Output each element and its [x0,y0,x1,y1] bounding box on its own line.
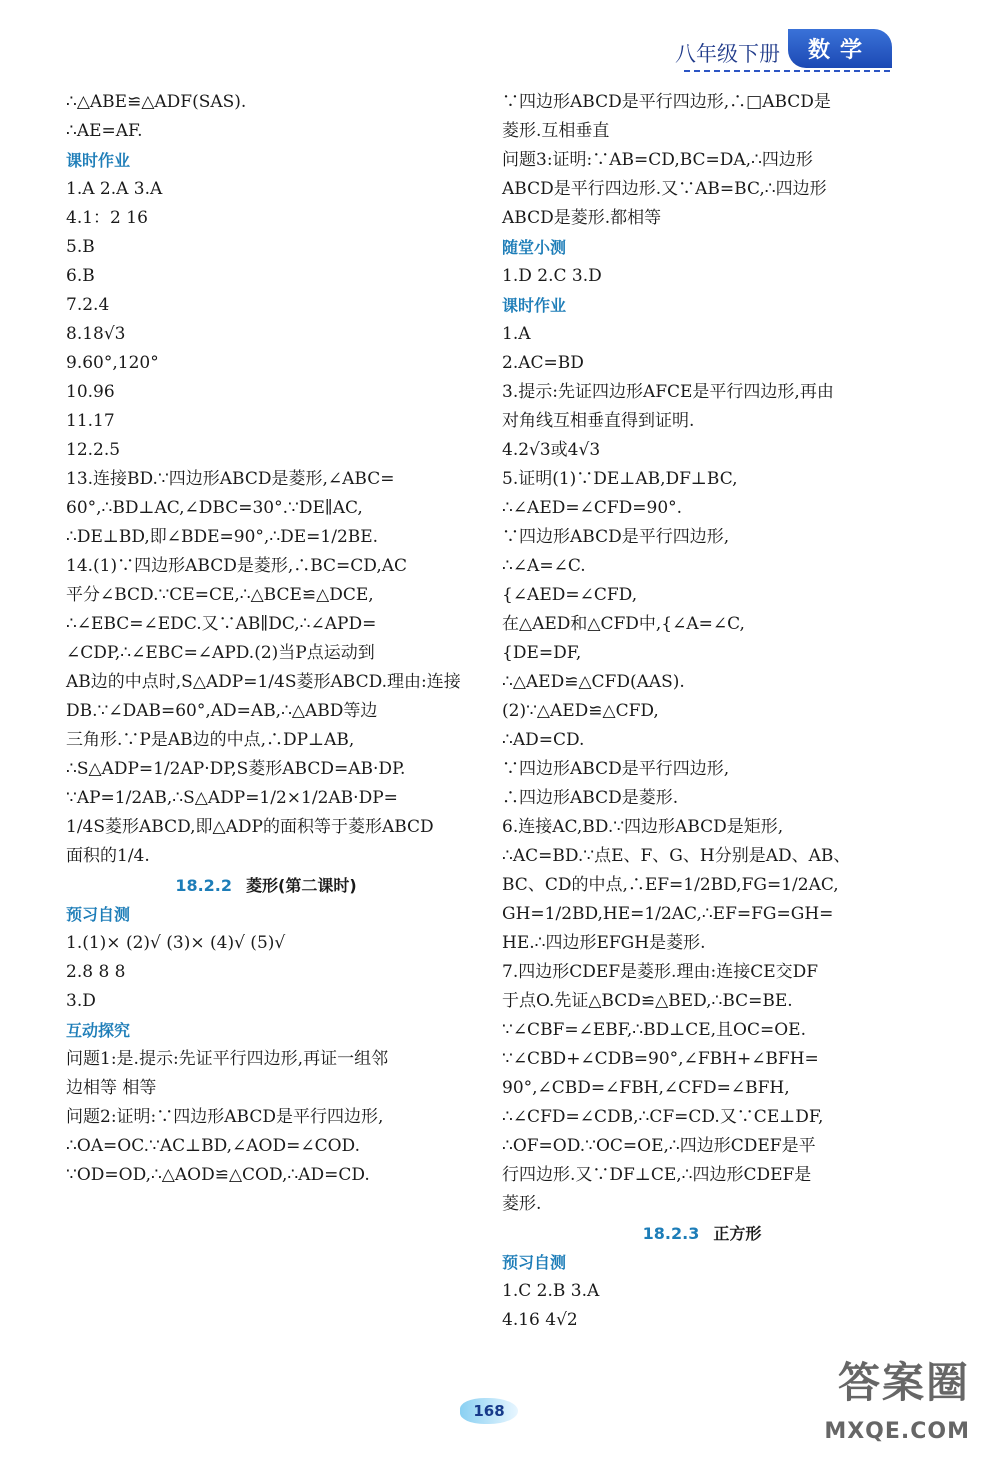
answer-line: {∠AED=∠CFD, [502,585,638,605]
answer-line: {DE=DF, [502,643,582,663]
answer-line: 平分∠BCD.∵CE=CE,∴△BCE≌△DCE, [66,585,374,605]
section-heading: 随堂小测 [502,238,567,257]
answer-line: 4.16 4√2 [502,1310,578,1330]
subject-badge: 数学 [788,29,892,68]
answer-line: ∵∠CBF=∠EBF,∴BD⊥CE,且OC=OE. [502,1020,806,1040]
answer-line: 90°,∠CBD=∠FBH,∠CFD=∠BFH, [502,1078,790,1098]
answer-line: ABCD是菱形.都相等 [502,208,662,228]
answer-line: ∴∠AED=∠CFD=90°. [502,498,683,518]
section-heading: 互动探究 [66,1021,131,1040]
answer-line: ∠CDP,∴∠EBC=∠APD.(2)当P点运动到 [66,643,375,663]
answer-line: 4.2√3或4√3 [502,440,601,460]
answer-line: ∴△AED≌△CFD(AAS). [502,672,685,692]
answer-line: 问题2:证明:∵四边形ABCD是平行四边形, [66,1107,384,1127]
section-number: 18.2.3 [642,1224,700,1243]
answer-line: (2)∵△AED≌△CFD, [502,701,659,721]
answer-line: 2.8 8 8 [66,962,126,982]
answer-line: BC、CD的中点,∴EF=1/2BD,FG=1/2AC, [502,875,839,895]
answer-line: ABCD是平行四边形.又∵AB=BC,∴四边形 [502,179,827,199]
answer-line: GH=1/2BD,HE=1/2AC,∴EF=FG=GH= [502,904,834,924]
answer-line: 问题1:是.提示:先证平行四边形,再证一组邻 [66,1049,389,1069]
section-title-text: 正方形 [713,1224,762,1243]
answer-line: DB.∵∠DAB=60°,AD=AB,∴△ABD等边 [66,701,378,721]
answer-line: 三角形.∵P是AB边的中点,∴DP⊥AB, [66,730,355,750]
answer-line: 对角线互相垂直得到证明. [502,411,695,431]
page-number [460,1398,518,1424]
section-number: 18.2.2 [175,876,233,895]
answer-line: 10.96 [66,382,115,402]
answer-line: ∵四边形ABCD是平行四边形, [502,759,730,779]
answer-line: 3.D [66,991,96,1011]
header-divider [684,70,890,72]
answer-line: ∴∠EBC=∠EDC.又∵AB∥DC,∴∠APD= [66,614,377,634]
section-heading: 课时作业 [502,296,567,315]
answer-line: 1.(1)× (2)√ (3)× (4)√ (5)√ [66,933,286,953]
answer-line: 于点O.先证△BCD≌△BED,∴BC=BE. [502,991,793,1011]
answer-line: 1.A 2.A 3.A [66,179,163,199]
answer-line: ∴OF=OD.∵OC=OE,∴四边形CDEF是平 [502,1136,816,1156]
answer-line: ∴∠CFD=∠CDB,∴CF=CD.又∵CE⊥DF, [502,1107,824,1127]
answer-line: ∴AD=CD. [502,730,585,750]
answer-line: 12.2.5 [66,440,121,460]
answer-line: ∴DE⊥BD,即∠BDE=90°,∴DE=1/2BE. [66,527,379,547]
answer-line: ∴S△ADP=1/2AP·DP,S菱形ABCD=AB·DP. [66,759,406,779]
answer-line: 7.四边形CDEF是菱形.理由:连接CE交DF [502,962,819,982]
answer-line: ∵AP=1/2AB,∴S△ADP=1/2×1/2AB·DP= [66,788,398,808]
page-number-text: 168 [473,1402,505,1420]
answer-line: 面积的1/4. [66,846,150,866]
watermark-sub: MXQE.COM [824,1419,970,1444]
answer-line: ∵四边形ABCD是平行四边形,∴□ABCD是 [502,92,831,112]
answer-line: 5.证明(1)∵DE⊥AB,DF⊥BC, [502,469,738,489]
watermark-logo [762,1346,972,1446]
right-column [502,88,902,1335]
answer-line: 6.B [66,266,95,286]
section-heading: 预习自测 [502,1253,567,1272]
answer-line: ∴AE=AF. [66,121,143,141]
answer-line: ∴∠A=∠C. [502,556,586,576]
answer-line: 11.17 [66,411,115,431]
answer-line: ∴四边形ABCD是菱形. [502,788,679,808]
section-title [66,871,466,900]
answer-line: 6.连接AC,BD.∵四边形ABCD是矩形, [502,817,784,837]
answer-line: ∴OA=OC.∵AC⊥BD,∠AOD=∠COD. [66,1136,360,1156]
answer-line: ∵OD=OD,∴△AOD≌△COD,∴AD=CD. [66,1165,370,1185]
page-header [675,28,892,68]
answer-line: 1.C 2.B 3.A [502,1281,600,1301]
section-heading: 预习自测 [66,905,131,924]
watermark-main: 答案圈 [837,1358,970,1407]
answer-line: 问题3:证明:∵AB=CD,BC=DA,∴四边形 [502,150,813,170]
answer-line: 4.1：2 16 [66,208,148,228]
answer-line: 5.B [66,237,95,257]
answer-line: ∴△ABE≌△ADF(SAS). [66,92,247,112]
answer-line: 菱形.互相垂直 [502,121,610,141]
answer-line: ∴AC=BD.∵点E、F、G、H分别是AD、AB、 [502,846,851,866]
answer-line: 2.AC=BD [502,353,584,373]
answer-line: 在△AED和△CFD中,{∠A=∠C, [502,614,745,634]
answer-line: 1.A [502,324,531,344]
answer-line: 1.D 2.C 3.D [502,266,602,286]
section-title [502,1219,902,1248]
grade-label: 八年级下册 [674,42,780,66]
left-column [66,88,466,1190]
answer-line: ∵∠CBD+∠CDB=90°,∠FBH+∠BFH= [502,1049,819,1069]
answer-line: 行四边形.又∵DF⊥CE,∴四边形CDEF是 [502,1165,812,1185]
answer-line: 1/4S菱形ABCD,即△ADP的面积等于菱形ABCD [66,817,434,837]
answer-line: 3.提示:先证四边形AFCE是平行四边形,再由 [502,382,834,402]
section-title-text: 菱形(第二课时) [246,876,357,895]
answer-line: AB边的中点时,S△ADP=1/4S菱形ABCD.理由:连接 [66,672,461,692]
answer-line: 9.60°,120° [66,353,159,373]
answer-line: 60°,∴BD⊥AC,∠DBC=30°.∵DE∥AC, [66,498,363,518]
answer-line: 7.2.4 [66,295,110,315]
answer-line: 边相等 相等 [66,1078,157,1098]
answer-line: 菱形. [502,1194,542,1214]
section-heading: 课时作业 [66,151,131,170]
answer-line: 13.连接BD.∵四边形ABCD是菱形,∠ABC= [66,469,395,489]
answer-line: ∵四边形ABCD是平行四边形, [502,527,730,547]
answer-line: 14.(1)∵四边形ABCD是菱形,∴BC=CD,AC [66,556,408,576]
answer-line: HE.∴四边形EFGH是菱形. [502,933,706,953]
answer-line: 8.18√3 [66,324,126,344]
